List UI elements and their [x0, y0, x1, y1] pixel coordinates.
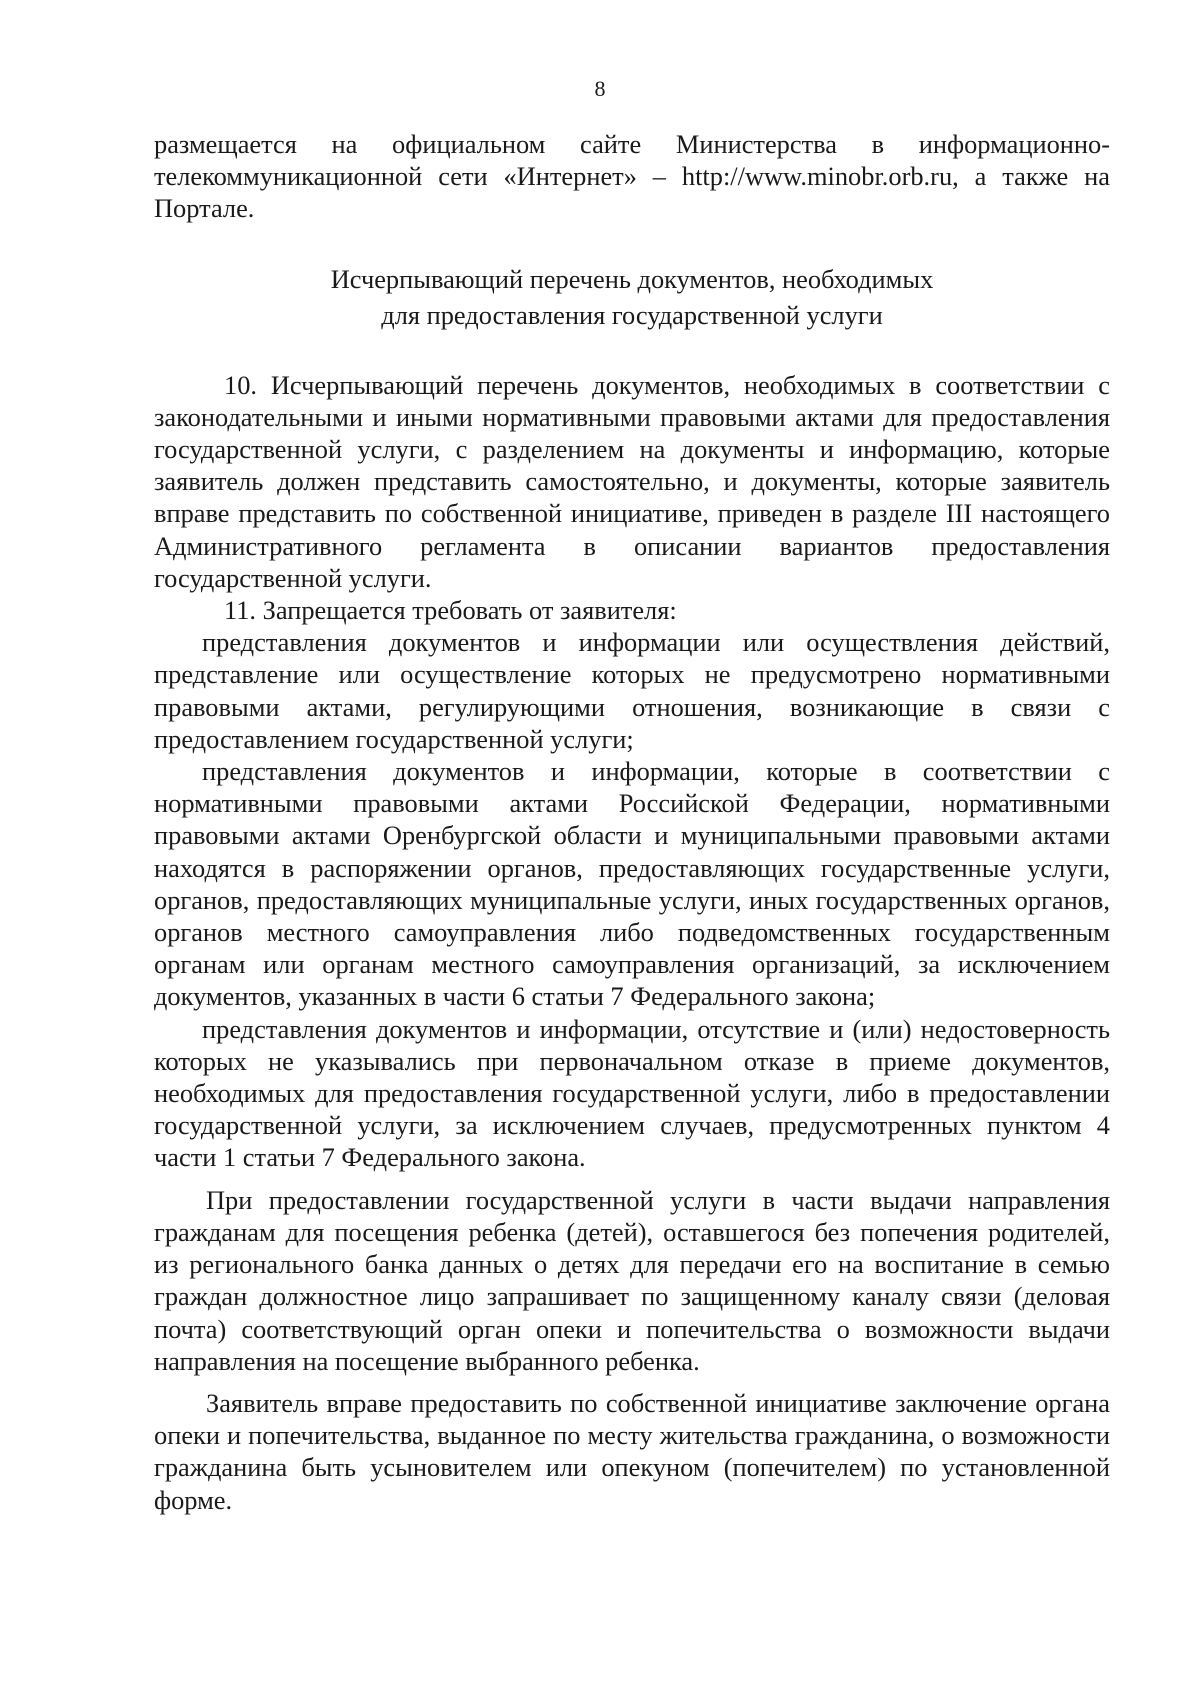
page-number: 8 — [594, 76, 606, 101]
paragraph-11: 11. Запрещается требовать от заявителя: — [224, 595, 677, 626]
document-body — [154, 128, 1110, 1516]
prohibition-item-2: представления документов и информации, которые в соответствии с нормативными правовыми актами Российской Федерации, нормативными правовыми актами Оренбургской области и муниципальными правовыми актами находятся в распоряжении органов, предоставляющих государственные услуги, органов, предоставляющих муниципальные услуги, иных государственных органов, органов местного самоуправления либо подведомственных государственным органам или органам местного самоуправления организаций, за исключением документов, указанных в части 6 статьи 7 Федерального закона; — [154, 756, 1110, 1012]
section-heading-line-2: для предоставления государственной услуги — [381, 299, 883, 330]
section-heading-line-1: Исчерпывающий перечень документов, необходимых — [330, 263, 934, 294]
intro-paragraph: размещается на официальном сайте Министерства в информационно-телекоммуникационной сети «Интернет» – http://www.minobr.orb.ru, а также на Портале. — [154, 129, 1110, 224]
prohibition-item-3: представления документов и информации, отсутствие и (или) недостоверность которых не указывались при первоначальном отказе в приеме документов, необходимых для предоставления государственной услуги, либо в предоставлении государственной услуги, за исключением случаев, предусмотренных пунктом 4 части 1 статьи 7 Федерального закона. — [154, 1013, 1110, 1173]
prohibition-item-1: представления документов и информации или осуществления действий, представление или осуществление которых не предусмотрено нормативными правовыми актами, регулирующими отношения, возникающие в связи с предоставлением государственной услуги; — [154, 627, 1110, 754]
section-heading — [154, 261, 1110, 333]
applicant-right-paragraph: Заявитель вправе предоставить по собственной инициативе заключение органа опеки и попечительства, выданное по месту жительства гражданина, о возможности гражданина быть усыновителем или опекуном (попечителем) по установленной форме. — [154, 1387, 1110, 1515]
referral-paragraph: При предоставлении государственной услуги в части выдачи направления гражданам для посещения ребенка (детей), оставшегося без попечения родителей, из регионального банка данных о детях для передачи его на воспитание в семью граждан должностное лицо запрашивает по защищенному каналу связи (деловая почта) соответствующий орган опеки и попечительства о возможности выдачи направления на посещение выбранного ребенка. — [154, 1184, 1110, 1376]
paragraph-10: 10. Исчерпывающий перечень документов, необходимых в соответствии с законодательными и иными нормативными правовыми актами для предоставления государственной услуги, с разделением на документы и информацию, которые заявитель должен представить самостоятельно, и документы, которые заявитель вправе представить по собственной инициативе, приведен в разделе III настоящего Административного регламента в описании вариантов предоставления государственной услуги. — [154, 369, 1110, 593]
